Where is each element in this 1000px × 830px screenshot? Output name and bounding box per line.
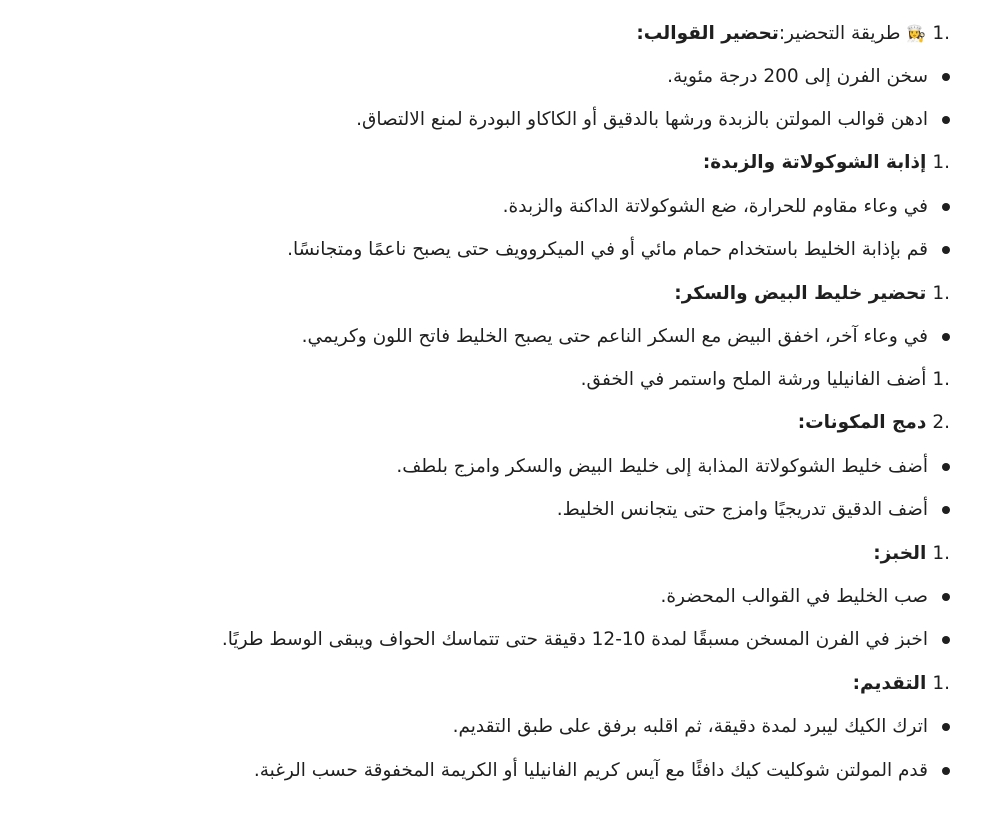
step-heading-melt: [40, 147, 950, 179]
numbered-item: [40, 364, 950, 396]
list-item-text: في وعاء مقاوم للحرارة، ضع الشوكولاتة الداكنة والزبدة.: [502, 196, 928, 217]
chef-icon: 👩‍🍳: [906, 24, 927, 43]
list-item: [40, 321, 928, 353]
step-number: 1.: [932, 369, 950, 390]
step-heading-bake: [40, 538, 950, 570]
step-number: 1.: [932, 543, 950, 564]
bullet-icon: [942, 116, 950, 124]
bullet-icon: [942, 73, 950, 81]
list-item-text: ادهن قوالب المولتن بالزبدة ورشها بالدقيق أو الكاكاو البودرة لمنع الالتصاق.: [356, 109, 928, 130]
list-item-text: أضف الدقيق تدريجيًا وامزج حتى يتجانس الخليط.: [556, 499, 928, 520]
list-item-text: أضف خليط الشوكولاتة المذابة إلى خليط البيض والسكر وامزج بلطف.: [396, 456, 928, 477]
bullet-icon: [942, 246, 950, 254]
list-item: [40, 494, 928, 526]
bullet-icon: [942, 463, 950, 471]
list-item-text: قم بإذابة الخليط باستخدام حمام مائي أو في الميكروويف حتى يصبح ناعمًا ومتجانسًا.: [287, 239, 928, 260]
method-intro: طريقة التحضير:: [778, 23, 901, 44]
step-heading-serve: [40, 668, 950, 700]
step-number: 2.: [932, 412, 950, 433]
list-item-text: صب الخليط في القوالب المحضرة.: [660, 586, 928, 607]
list-item: [40, 451, 928, 483]
list-item: [40, 191, 928, 223]
bullet-icon: [942, 203, 950, 211]
list-item-text: سخن الفرن إلى 200 درجة مئوية.: [667, 66, 928, 87]
bullet-icon: [942, 506, 950, 514]
list-item-text: اخبز في الفرن المسخن مسبقًا لمدة 10-12 دقيقة حتى تتماسك الحواف ويبقى الوسط طريًا.: [221, 629, 928, 650]
step-title: التقديم:: [852, 673, 927, 694]
step-title: دمج المكونات:: [797, 412, 927, 433]
step-number: 1.: [932, 673, 950, 694]
bullet-icon: [942, 767, 950, 775]
bullet-icon: [942, 723, 950, 731]
step-heading-prepare-molds: [40, 18, 950, 50]
list-item: [40, 234, 928, 266]
step-title: إذابة الشوكولاتة والزبدة:: [702, 152, 927, 173]
step-heading-eggs-sugar: [40, 278, 950, 310]
bullet-icon: [942, 593, 950, 601]
numbered-item-text: أضف الفانيليا ورشة الملح واستمر في الخفق.: [580, 369, 927, 390]
step-title: الخبز:: [873, 543, 927, 564]
list-item-text: قدم المولتن شوكليت كيك دافئًا مع آيس كريم الفانيليا أو الكريمة المخفوقة حسب الرغبة.: [253, 760, 928, 781]
bullet-icon: [942, 636, 950, 644]
list-item: [40, 755, 928, 787]
list-item-text: اترك الكيك ليبرد لمدة دقيقة، ثم اقلبه برفق على طبق التقديم.: [452, 716, 928, 737]
step-heading-combine: [40, 407, 950, 439]
step-number: 1.: [932, 23, 950, 44]
list-item: [40, 104, 928, 136]
step-title: تحضير القوالب:: [636, 23, 779, 44]
list-item: [40, 61, 928, 93]
bullet-icon: [942, 333, 950, 341]
list-item: [40, 581, 928, 613]
list-item: [40, 624, 928, 656]
step-title: تحضير خليط البيض والسكر:: [674, 283, 927, 304]
step-number: 1.: [932, 283, 950, 304]
step-number: 1.: [932, 152, 950, 173]
list-item: [40, 711, 928, 743]
list-item-text: في وعاء آخر، اخفق البيض مع السكر الناعم حتى يصبح الخليط فاتح اللون وكريمي.: [301, 326, 928, 347]
